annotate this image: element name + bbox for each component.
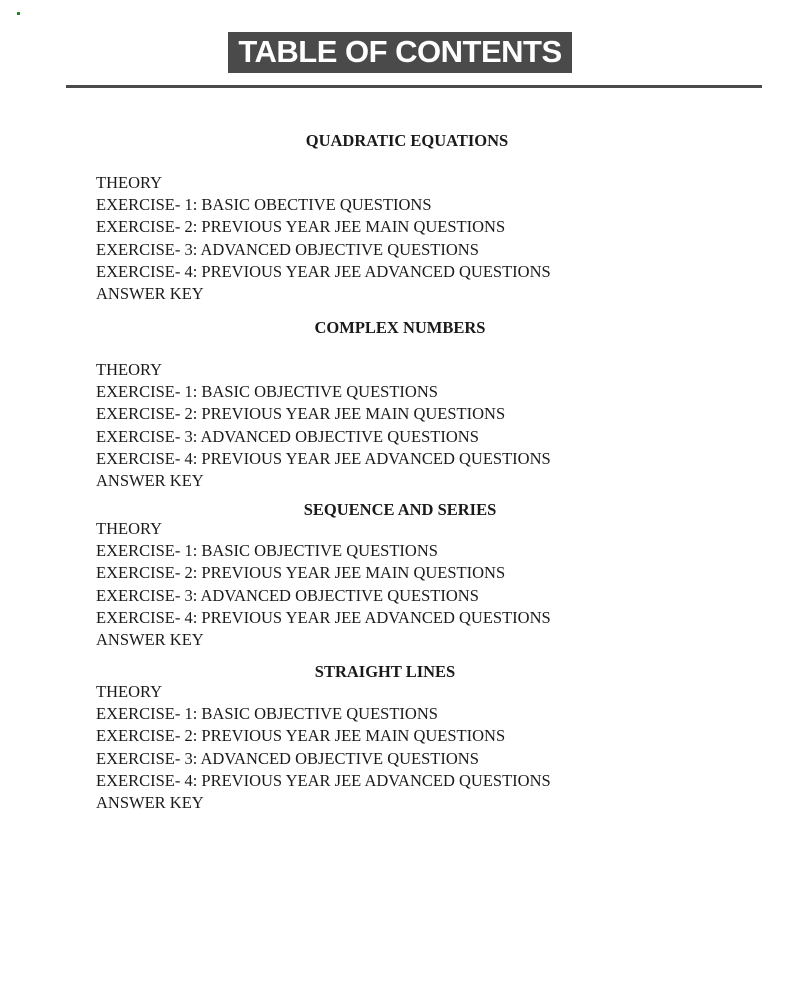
toc-item[interactable]: EXERCISE- 2: PREVIOUS YEAR JEE MAIN QUESTIONS — [96, 217, 506, 237]
toc-item[interactable]: THEORY — [96, 173, 162, 192]
toc-item[interactable]: THEORY — [96, 360, 162, 379]
toc-item[interactable]: THEORY — [96, 682, 162, 701]
toc-item[interactable]: EXERCISE- 1: BASIC OBJECTIVE QUESTIONS — [96, 382, 438, 402]
section-title: QUADRATIC EQUATIONS — [305, 131, 509, 150]
toc-section-sequence-and-series — [0, 499, 800, 651]
toc-item[interactable]: EXERCISE- 2: PREVIOUS YEAR JEE MAIN QUESTIONS — [96, 404, 506, 424]
corner-mark — [17, 12, 20, 15]
toc-item[interactable]: EXERCISE- 1: BASIC OBJECTIVE QUESTIONS — [96, 704, 438, 724]
toc-item[interactable]: ANSWER KEY — [96, 793, 204, 813]
toc-item[interactable]: EXERCISE- 4: PREVIOUS YEAR JEE ADVANCED QUESTIONS — [96, 448, 551, 468]
toc-item[interactable]: ANSWER KEY — [96, 630, 204, 650]
section-title: COMPLEX NUMBERS — [314, 318, 486, 337]
toc-item[interactable]: EXERCISE- 2: PREVIOUS YEAR JEE MAIN QUESTIONS — [96, 726, 506, 746]
toc-item[interactable]: EXERCISE- 4: PREVIOUS YEAR JEE ADVANCED QUESTIONS — [96, 261, 551, 281]
toc-section-quadratic-equations — [0, 130, 800, 305]
toc-item[interactable]: EXERCISE- 3: ADVANCED OBJECTIVE QUESTIONS — [96, 748, 479, 768]
toc-item[interactable]: EXERCISE- 3: ADVANCED OBJECTIVE QUESTIONS — [96, 426, 479, 446]
toc-item[interactable]: ANSWER KEY — [96, 471, 204, 491]
toc-item[interactable]: EXERCISE- 1: BASIC OBJECTIVE QUESTIONS — [96, 541, 438, 561]
toc-item[interactable]: EXERCISE- 3: ADVANCED OBJECTIVE QUESTIONS — [96, 239, 479, 259]
toc-section-straight-lines — [0, 661, 800, 814]
section-title: STRAIGHT LINES — [314, 662, 456, 681]
toc-item[interactable]: EXERCISE- 1: BASIC OBECTIVE QUESTIONS — [96, 195, 432, 215]
toc-list — [0, 359, 800, 492]
toc-item[interactable]: EXERCISE- 2: PREVIOUS YEAR JEE MAIN QUESTIONS — [96, 563, 506, 583]
toc-list — [0, 518, 800, 651]
section-title: SEQUENCE AND SERIES — [303, 500, 497, 519]
toc-item[interactable]: EXERCISE- 3: ADVANCED OBJECTIVE QUESTIONS — [96, 585, 479, 605]
toc-item[interactable]: THEORY — [96, 519, 162, 538]
toc-item[interactable]: EXERCISE- 4: PREVIOUS YEAR JEE ADVANCED QUESTIONS — [96, 770, 551, 790]
toc-item[interactable]: EXERCISE- 4: PREVIOUS YEAR JEE ADVANCED QUESTIONS — [96, 607, 551, 627]
toc-section-complex-numbers — [0, 317, 800, 492]
page-title: TABLE OF CONTENTS — [228, 32, 571, 73]
title-banner — [0, 32, 800, 73]
toc-list — [0, 172, 800, 305]
toc-item[interactable]: ANSWER KEY — [96, 284, 204, 304]
toc-list — [0, 681, 800, 814]
title-divider — [66, 85, 762, 88]
